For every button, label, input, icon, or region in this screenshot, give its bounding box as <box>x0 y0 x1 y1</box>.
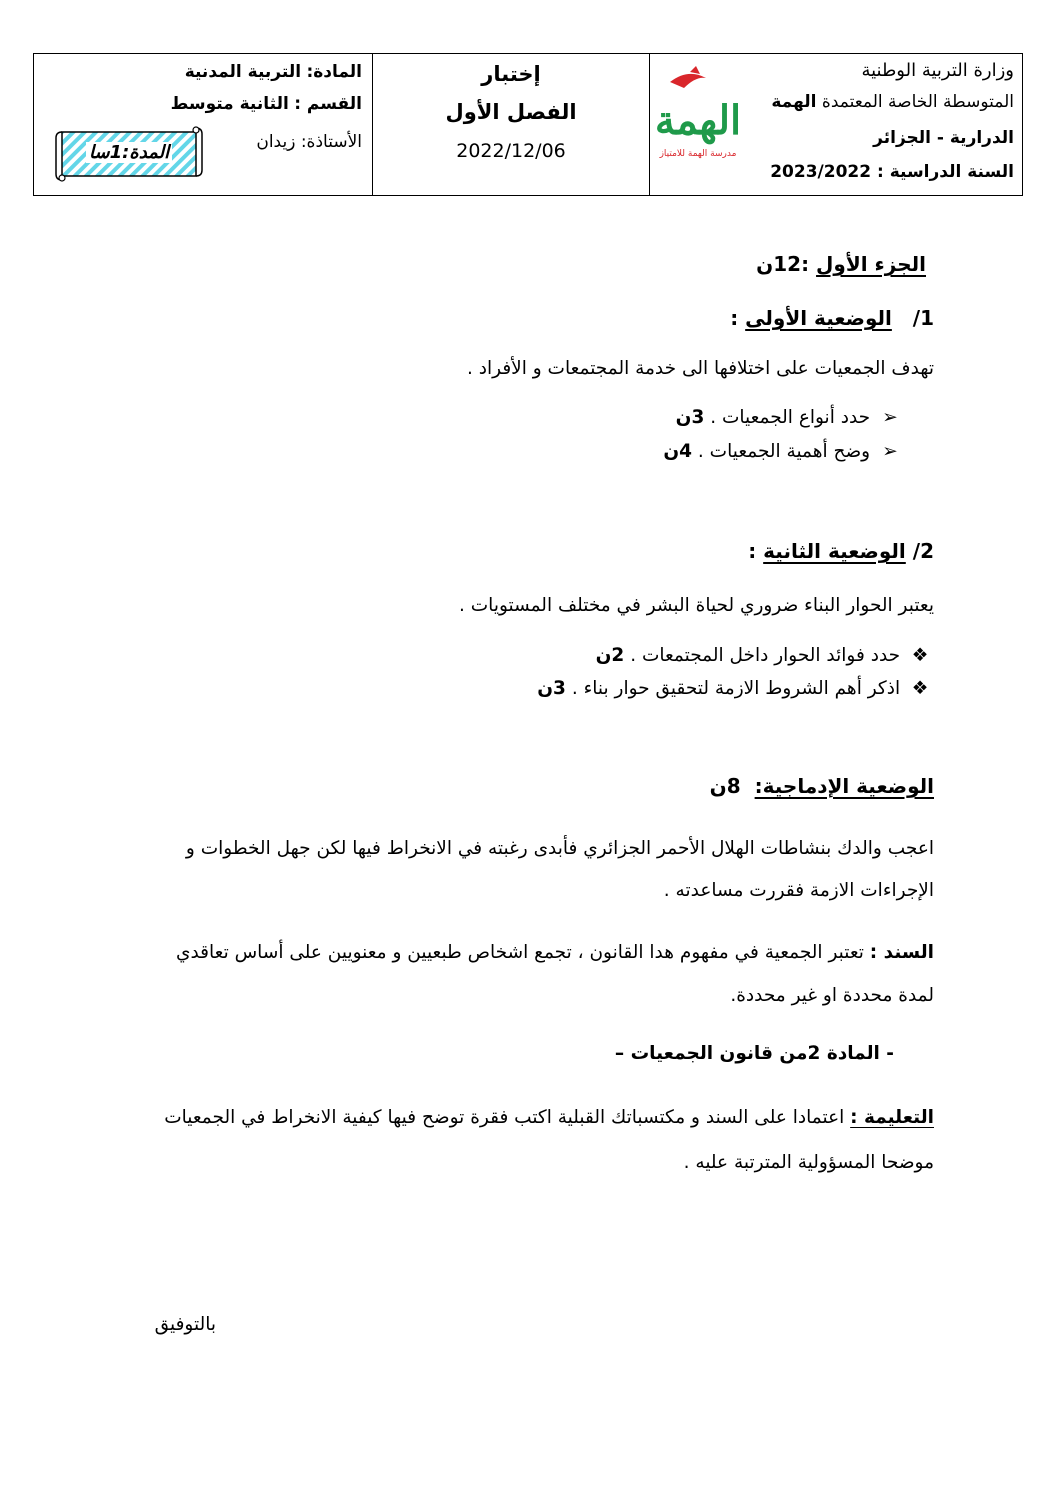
situation2-heading <box>748 539 934 563</box>
task-points: 3ن <box>537 678 566 699</box>
instruction-line2: موضحا المسؤولية المترتبة عليه . <box>683 1152 934 1173</box>
situation1-colon: : <box>730 306 739 330</box>
situation2-number: 2/ <box>912 539 934 563</box>
support-source: - المادة 2من قانون الجمعيات – <box>614 1043 894 1064</box>
diamond-bullet-icon: ❖ <box>911 678 929 699</box>
exam-date: 2022/12/06 <box>456 140 566 162</box>
situation2-task-2 <box>537 678 934 699</box>
instruction-label: التعليمة : <box>850 1107 934 1128</box>
integration-text-line2: الإجراءات الازمة فقررت مساعدته . <box>663 880 934 901</box>
situation1-task-1 <box>676 407 904 428</box>
class-value: الثانية متوسط <box>170 94 289 114</box>
task-text: حدد أنواع الجمعيات . <box>710 407 871 428</box>
school-year-label: السنة الدراسية : <box>876 162 1014 182</box>
support-line1 <box>176 942 934 963</box>
svg-text:مدرسة الهمة للامتياز: مدرسة الهمة للامتياز <box>659 149 737 159</box>
situation2-prompt: يعتبر الحوار البناء ضروري لحياة البشر في مختلف المستويات . <box>459 595 934 616</box>
school-year-value: 2023/2022 <box>770 162 872 182</box>
situation2-colon: : <box>748 539 757 563</box>
situation1-title: الوضعية الأولى <box>745 306 892 330</box>
instruction-line1 <box>164 1107 934 1128</box>
subject-value: التربية المدنية <box>184 62 302 82</box>
school-logo-icon <box>650 62 746 172</box>
part1-title: الجزء الأول <box>816 252 926 276</box>
support-text: تعتبر الجمعية في مفهوم هدا القانون ، تجمع اشخاص طبعيين و معنويين على أساس تعاقدي <box>175 942 864 963</box>
school-info-cell <box>649 54 1022 195</box>
school-location: الدرارية - الجزائر <box>873 128 1014 148</box>
school-type: المتوسطة الخاصة المعتمدة <box>821 92 1014 112</box>
integration-text-line1: اعجب والدك بنشاطات الهلال الأحمر الجزائري فأبدى رغبته في الانخراط فيها لكن جهل الخطوات و <box>185 838 934 859</box>
school-name-line <box>771 92 1014 112</box>
task-text: وضح أهمية الجمعيات . <box>697 441 871 462</box>
ministry-name: وزارة التربية الوطنية <box>861 60 1014 81</box>
situation2-title: الوضعية الثانية <box>763 539 906 563</box>
arrow-bullet-icon: ➢ <box>882 407 898 428</box>
instruction-text: اعتمادا على السند و مكتسباتك القبلية اكتب فقرة توضح فيها كيفية الانخراط في الجمعيات <box>164 1107 845 1128</box>
arrow-bullet-icon: ➢ <box>882 441 898 462</box>
task-text: اذكر أهم الشروط الازمة لتحقيق حوار بناء . <box>571 678 901 699</box>
support-label: السند : <box>869 942 934 963</box>
integration-points: 8ن <box>709 774 741 798</box>
school-year-line <box>770 162 1014 182</box>
situation1-prompt: تهدف الجمعيات على اختلافها الى خدمة المجتمعات و الأفراد . <box>466 358 934 379</box>
class-label: القسم : <box>294 94 362 114</box>
integration-heading <box>710 774 934 798</box>
task-points: 3ن <box>675 407 705 428</box>
closing-text: بالتوفيق <box>154 1314 216 1335</box>
part1-points: :12ن <box>756 252 810 276</box>
subject-info-cell <box>34 54 372 195</box>
situation1-heading <box>730 306 934 330</box>
situation1-task-2 <box>663 441 904 462</box>
support-line2: لمدة محددة او غير محددة. <box>730 985 934 1006</box>
svg-text:الهمة: الهمة <box>654 97 742 144</box>
task-points: 2ن <box>595 645 625 666</box>
exam-title-cell <box>372 54 649 195</box>
exam-title: إختبار <box>481 62 541 86</box>
teacher-name: الأستاذة: زيدان <box>256 132 362 152</box>
task-text: حدد فوائد الحوار داخل المجتمعات . <box>630 645 901 666</box>
integration-title: الوضعية الإدماجية: <box>754 774 934 798</box>
subject-line <box>185 62 362 82</box>
duration-text: المدة:1سا <box>86 142 172 163</box>
exam-term: الفصل الأول <box>445 100 577 124</box>
class-line <box>171 94 362 114</box>
exam-header <box>33 53 1023 196</box>
subject-label: المادة: <box>306 62 362 82</box>
diamond-bullet-icon: ❖ <box>911 645 929 666</box>
school-name: الهمة <box>771 92 817 112</box>
part1-heading <box>756 252 926 276</box>
situation1-number: 1/ <box>912 306 934 330</box>
task-points: 4ن <box>663 441 693 462</box>
situation2-task-1 <box>596 645 934 666</box>
